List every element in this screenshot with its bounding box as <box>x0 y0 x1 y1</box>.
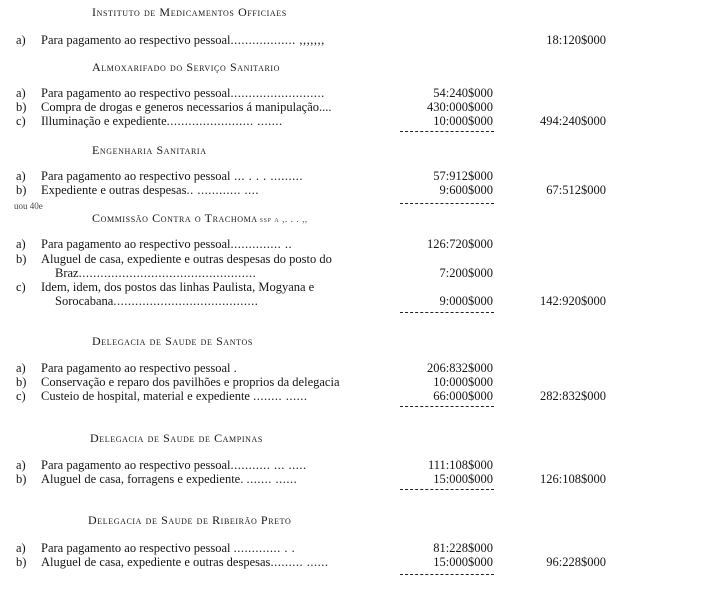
item-amount: 66:000$000 <box>433 389 493 403</box>
ledger-row <box>0 472 705 486</box>
item-amount: 54:240$000 <box>433 86 493 100</box>
item-letter: a) <box>16 361 26 375</box>
item-description: Conservação e reparo dos pavilhões e proprios da delegacia <box>41 375 340 389</box>
ledger-row <box>0 361 705 375</box>
item-description-continuation: Braz................................................. <box>55 266 257 280</box>
ledger-row <box>0 86 705 100</box>
item-amount: 206:832$000 <box>427 361 493 375</box>
divider <box>400 312 494 313</box>
item-letter: b) <box>16 555 27 569</box>
item-amount: 57:912$000 <box>433 169 493 183</box>
title-bleed-mark: ssp a ,. . . ,, <box>259 214 308 224</box>
item-total: 282:832$000 <box>540 389 606 403</box>
item-description-continuation: Sorocabana........................................ <box>55 294 259 308</box>
item-letter: b) <box>16 183 27 197</box>
item-total: 142:920$000 <box>540 294 606 308</box>
item-description: Para pagamento ao respectivo pessoal........... ... ..... <box>41 458 307 472</box>
item-amount: 15:000$000 <box>433 472 493 486</box>
item-total: 494:240$000 <box>540 114 606 128</box>
item-letter: b) <box>16 100 27 114</box>
item-description: Idem, idem, dos postos das linhas Paulista, Mogyana e <box>41 280 315 294</box>
ledger-row <box>0 100 705 114</box>
item-description: Custeio de hospital, material e expediente ........ ...... <box>41 389 308 403</box>
ledger-row <box>0 33 705 47</box>
divider <box>400 203 494 204</box>
item-description: Para pagamento ao respectivo pessoal . <box>41 361 238 375</box>
stray-print-mark: uou 40e <box>14 201 43 211</box>
item-description: Compra de drogas e generos necessarios á manipulação.... <box>41 100 332 114</box>
item-letter: b) <box>16 375 27 389</box>
section-title: Delegacia de Saude de Campinas <box>90 431 263 445</box>
item-amount: 111:108$000 <box>427 458 493 472</box>
divider <box>400 131 494 132</box>
section-title: Almoxarifado do Serviço Sanitario <box>92 60 281 74</box>
item-letter: b) <box>16 472 27 486</box>
item-amount: 9:000$000 <box>439 294 493 308</box>
ledger-row <box>0 237 705 251</box>
item-letter: c) <box>16 280 26 294</box>
section-title: Engenharia Sanitaria <box>92 143 207 157</box>
item-letter: a) <box>16 33 26 47</box>
item-amount: 10:000$000 <box>433 114 493 128</box>
item-amount: 10:000$000 <box>433 375 493 389</box>
item-amount: 126:720$000 <box>427 237 493 251</box>
section-title: Instituto de Medicamentos Officiaes <box>92 5 287 19</box>
item-description: Illuminação e expediente........................ ....... <box>41 114 283 128</box>
ledger-row <box>0 541 705 555</box>
item-description: Aluguel de casa, expediente e outras despesas do posto do <box>41 252 332 266</box>
item-description: Para pagamento ao respectivo pessoal.......................... <box>41 86 325 100</box>
ledger-row <box>0 389 705 403</box>
item-description: Expediente e outras despesas.. ............ .... <box>41 183 259 197</box>
ledger-row <box>0 375 705 389</box>
item-letter: a) <box>16 169 26 183</box>
item-total: 18:120$000 <box>546 33 606 47</box>
item-total: 67:512$000 <box>546 183 606 197</box>
item-amount: 430:000$000 <box>427 100 493 114</box>
item-description: Para pagamento ao respectivo pessoal.............. .. <box>41 237 293 251</box>
item-letter: c) <box>16 114 26 128</box>
ledger-row <box>0 555 705 569</box>
divider <box>400 406 494 407</box>
item-amount: 7:200$000 <box>439 266 493 280</box>
section-title: Delegacia de Saude de Santos <box>92 334 253 348</box>
item-description: Para pagamento ao respectivo pessoal ............. . . <box>41 541 296 555</box>
section-title: Commissão Contra o Trachoma ssp a ,. . . ,, <box>92 211 308 225</box>
ledger-row <box>0 114 705 128</box>
item-description: Para pagamento ao respectivo pessoal ... . . . ......... <box>41 169 304 183</box>
item-letter: a) <box>16 541 26 555</box>
ledger-row <box>0 280 705 310</box>
item-letter: a) <box>16 458 26 472</box>
item-description: Aluguel de casa, expediente e outras despesas......... ...... <box>41 555 329 569</box>
ledger-row <box>0 169 705 183</box>
ledger-row <box>0 252 705 282</box>
item-description: Para pagamento ao respectivo pessoal.................. ,,,,,,, <box>41 33 325 47</box>
item-letter: a) <box>16 86 26 100</box>
item-amount: 81:228$000 <box>433 541 493 555</box>
item-letter: b) <box>16 252 27 266</box>
item-amount: 15:000$000 <box>433 555 493 569</box>
ledger-row <box>0 183 705 197</box>
item-total: 126:108$000 <box>540 472 606 486</box>
item-letter: c) <box>16 389 26 403</box>
ledger-row <box>0 458 705 472</box>
divider <box>400 574 494 575</box>
item-description: Aluguel de casa, forragens e expediente. ....... ...... <box>41 472 298 486</box>
divider <box>400 489 494 490</box>
item-total: 96:228$000 <box>546 555 606 569</box>
item-amount: 9:600$000 <box>439 183 493 197</box>
section-title: Delegacia de Saude de Ribeirão Preto <box>88 513 292 527</box>
item-letter: a) <box>16 237 26 251</box>
